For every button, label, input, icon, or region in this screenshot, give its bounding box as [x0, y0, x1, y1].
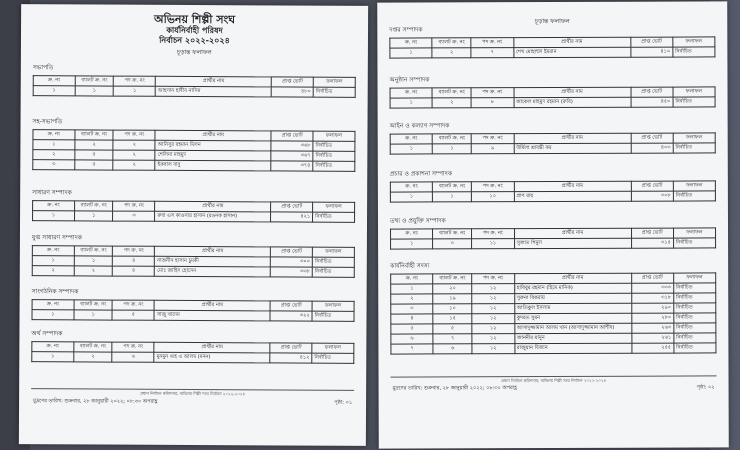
column-header: প্রার্থীর নাম: [514, 228, 631, 238]
column-header: পদ ক্র. নং: [471, 38, 513, 48]
section-title: সাংগঠনিক সম্পাদক: [31, 288, 79, 296]
ballot-cell: ১: [74, 310, 113, 320]
print-date: মুদ্রণের তারিখ: শুক্রবার, ২৮ জানুয়ারী ২০২২; ০৮:৩০ অপরাহ্ণ: [392, 385, 517, 392]
candidate-name-cell: মোঃ জাহিদ হোসেন: [155, 266, 271, 277]
candidate-name-cell: ইকবাল বাবু: [155, 160, 271, 171]
result-cell: নির্বাচিত: [673, 191, 715, 201]
serial-cell: ১: [390, 192, 432, 202]
column-header: ক্র. নং: [390, 88, 432, 98]
candidate-name-cell: আসাদুজ্জামান আলম খান (আসাদুজ্জামান আশীষ): [514, 323, 631, 333]
candidate-name-cell: হাবিবুর রহমান (হিমে মানিক): [514, 283, 631, 293]
result-cell: নির্বাচিত: [674, 343, 716, 353]
serial-cell: ১: [391, 284, 433, 294]
column-header: প্রাপ্ত ভোট: [631, 87, 673, 97]
section-executive-members: [390, 259, 716, 354]
result-cell: নির্বাচিত: [313, 212, 355, 222]
section-title: কার্যনির্বাহী সদস্য: [390, 262, 430, 270]
table-row: [390, 47, 715, 58]
column-header: প্রাপ্ত ভোট: [631, 228, 673, 238]
document-page-1: [19, 4, 368, 446]
votes-cell: ৪৫০: [631, 97, 673, 107]
post-cell: ২: [113, 160, 155, 170]
column-header: ফলাফল: [673, 273, 715, 283]
candidate-name-cell: সুরুনা বিকরায়: [514, 293, 631, 303]
ballot-cell: ৫: [75, 160, 114, 170]
votes-cell: ২৬১: [631, 333, 673, 343]
column-header: প্রার্থীর নাম: [513, 37, 630, 47]
footer-note: প্রধান নির্বাচন কমিশনার, অভিনয় শিল্পী সংঘ নির্বাচন ২০২২-২০২৪: [500, 377, 607, 384]
column-header: ব্যালট ক্র. নং: [74, 300, 113, 310]
votes-cell: ৩১৮: [631, 293, 673, 303]
column-header: প্রার্থীর নাম: [514, 87, 631, 97]
serial-cell: ১: [33, 140, 75, 150]
column-header: ফলাফল: [673, 181, 715, 191]
column-header: প্রাপ্ত ভোট: [270, 301, 312, 311]
column-header: ফলাফল: [313, 202, 355, 212]
candidate-name-cell: রাজুয়ান বিজান: [514, 343, 631, 353]
ballot-cell: ৩: [433, 239, 472, 249]
column-header: ক্র. নং: [33, 76, 75, 86]
ballot-cell: ১: [432, 144, 471, 154]
section-treasurer: [31, 328, 354, 364]
post-cell: ১১: [472, 239, 514, 249]
result-label: চূড়ান্ত ফলাফল: [176, 49, 212, 57]
section-title: প্রচার ও প্রকাশনা সম্পাদক: [389, 170, 453, 178]
result-cell: নির্বাচিত: [673, 238, 715, 248]
column-header: ব্যালট ক্র. নং: [433, 182, 472, 192]
column-header: প্রাপ্ত ভোট: [271, 131, 313, 141]
column-header: পদ ক্র. নং: [471, 134, 513, 144]
result-cell: নির্বাচিত: [673, 293, 715, 303]
result-cell: নির্বাচিত: [313, 161, 355, 171]
print-date: মুদ্রণের তারিখ: শুক্রবার, ২৮ জানুয়ারী ২০২২; ০৮:৩০ অপরাহ্ণ: [33, 398, 158, 405]
results-table: [390, 272, 716, 354]
results-table: [32, 129, 355, 172]
votes-cell: ২৬৩: [631, 323, 673, 333]
votes-cell: ৩৩৩: [631, 283, 673, 293]
votes-cell: ৩০০: [271, 257, 313, 267]
ballot-cell: ২: [432, 98, 471, 108]
serial-cell: ১: [390, 98, 432, 108]
column-header: ফলাফল: [312, 247, 354, 257]
column-header: প্রার্থীর নাম: [155, 246, 271, 257]
post-cell: ১: [114, 86, 156, 96]
result-cell: নির্বাচিত: [673, 283, 715, 293]
result-cell: নির্বাচিত: [312, 353, 354, 363]
post-cell: ৪: [113, 266, 155, 276]
ballot-cell: ২: [74, 266, 113, 276]
serial-cell: ২: [391, 294, 433, 304]
section-organizing-secretary: [31, 286, 354, 322]
column-header: ব্যালট ক্র. নং: [74, 246, 113, 256]
results-table: [32, 200, 355, 223]
ballot-cell: ১৫: [433, 314, 472, 324]
votes-cell: ২৯০: [631, 303, 673, 313]
column-header: ফলাফল: [312, 301, 354, 311]
result-cell: নির্বাচিত: [312, 257, 354, 267]
election-title: নির্বাচন ২০২২-২০২৪: [159, 35, 230, 45]
column-header: প্রার্থীর নাম: [514, 181, 631, 191]
column-header: পদ ক্র. নং: [113, 201, 155, 211]
column-header: ক্র. নং: [390, 134, 432, 144]
results-table: [390, 132, 716, 154]
votes-cell: ৩৬৮: [271, 141, 313, 151]
votes-cell: ৪৮০: [271, 87, 313, 97]
serial-cell: ৫: [391, 324, 433, 334]
column-header: ক্র. নং: [391, 229, 433, 239]
votes-cell: ৪১০: [630, 47, 672, 57]
result-cell: নির্বাচিত: [673, 143, 715, 153]
column-header: পদ ক্র. নং: [472, 182, 514, 192]
candidate-name-cell: আনিসুর রহমান মিলন: [155, 140, 271, 151]
section-title: সাধারণ সম্পাদক: [32, 189, 72, 197]
votes-cell: ২৫৫: [631, 343, 673, 353]
candidate-name-cell: রুবা এস কাওসার হাসান (রওনক হাসান): [155, 211, 271, 222]
page-number: পৃষ্ঠা: ০১: [334, 399, 353, 406]
section-office-secretary: [389, 23, 715, 58]
ballot-cell: ২: [74, 352, 113, 362]
column-header: প্রার্থীর নাম: [514, 133, 631, 143]
serial-cell: ১: [32, 352, 74, 362]
column-header: পদ ক্র. নং: [114, 76, 156, 86]
column-header: ক্র. নং: [32, 300, 74, 310]
serial-cell: ১: [390, 48, 432, 58]
council-subtitle: কার্যনির্বাহী পরিষদ: [166, 26, 223, 36]
column-header: ফলাফল: [313, 77, 355, 87]
post-cell: ৯: [471, 144, 513, 154]
table-row: [32, 310, 354, 322]
result-label: চূড়ান্ত ফলাফল: [534, 17, 570, 26]
serial-cell: ৬: [391, 334, 433, 344]
candidate-name-cell: শেখ মোহাম্মদ ইমরান: [513, 47, 630, 57]
column-header: প্রার্থীর নাম: [156, 76, 272, 87]
post-cell: ১২: [472, 284, 514, 294]
serial-cell: ১: [390, 144, 432, 154]
post-cell: ১২: [472, 294, 514, 304]
results-table: [32, 245, 355, 278]
results-table: [31, 299, 354, 322]
ballot-cell: ১: [433, 192, 472, 202]
votes-cell: ৩২২: [270, 311, 312, 321]
section-title: অনুষ্ঠান সম্পাদক: [389, 76, 430, 84]
post-cell: ১২: [472, 344, 514, 354]
serial-cell: ৪: [391, 314, 433, 324]
candidate-name-cell: শেলিনা মাহমুদ: [155, 150, 271, 161]
section-title: যুগ্ম সাধারণ সম্পাদক: [31, 234, 82, 242]
result-cell: নির্বাচিত: [313, 151, 355, 161]
column-header: ব্যালট ক্র. নং: [75, 76, 114, 86]
post-cell: ১২: [472, 334, 514, 344]
ballot-cell: ৫: [75, 150, 114, 160]
result-cell: নির্বাচিত: [674, 303, 716, 313]
candidate-name-cell: আতিকুল ইসলাম: [514, 303, 631, 313]
section-title: দপ্তর সম্পাদক: [389, 26, 423, 34]
table-row: [390, 143, 715, 154]
section-joint-secretary: [32, 232, 355, 278]
result-cell: নির্বাচিত: [674, 313, 716, 323]
candidate-name-cell: নাজনীন হাসান চুমকী: [155, 256, 271, 267]
column-header: ব্যালট ক্র. নং: [432, 38, 471, 48]
result-cell: নির্বাচিত: [312, 311, 354, 321]
section-general-secretary: [32, 187, 355, 223]
table-row: [32, 266, 354, 278]
column-header: প্রাপ্ত ভোট: [631, 181, 673, 191]
results-table: [390, 180, 716, 202]
ballot-cell: ১০: [433, 304, 472, 314]
column-header: ফলাফল: [673, 37, 715, 47]
column-header: প্রার্থীর নাম: [155, 130, 271, 141]
post-cell: ১২: [472, 324, 514, 334]
column-header: প্রার্থীর নাম: [154, 342, 270, 353]
candidate-name-cell: সাজু খাদেম: [154, 310, 270, 321]
post-cell: ৩: [113, 211, 155, 221]
candidate-name-cell: উর্মিলা শ্রাবন্তী কর: [514, 143, 631, 153]
ballot-cell: ১: [74, 256, 113, 266]
post-cell: ৭: [471, 48, 513, 58]
table-row: [32, 352, 354, 364]
post-cell: ১০: [472, 192, 514, 202]
section-president: [33, 62, 356, 98]
column-header: ব্যালট ক্র. নং: [74, 342, 113, 352]
result-cell: নির্বাচিত: [674, 323, 716, 333]
table-row: [391, 343, 716, 354]
table-row: [390, 97, 715, 108]
column-header: পদ ক্র. নং: [472, 229, 514, 239]
serial-cell: ২: [32, 266, 74, 276]
candidate-name-cell: প্রাণ রায়: [514, 191, 631, 201]
column-header: ক্র. নং: [391, 274, 433, 284]
column-header: ব্যালট ক্র. নং: [433, 229, 472, 239]
result-cell: নির্বাচিত: [313, 141, 355, 151]
column-header: প্রাপ্ত ভোট: [271, 77, 313, 87]
serial-cell: ৭: [391, 344, 433, 354]
column-header: ফলাফল: [673, 87, 715, 97]
candidate-name-cell: কুদরত সুমন: [514, 313, 631, 323]
document-page-2: [377, 1, 729, 448]
section-publicity-secretary: [390, 167, 716, 202]
column-header: পদ ক্র. নং: [472, 274, 514, 284]
column-header: প্রার্থীর নাম: [154, 300, 270, 311]
candidate-name-cell: মুনমুন গুহ এ আলম (মনন): [154, 352, 270, 363]
serial-cell: ২: [33, 150, 75, 160]
post-cell: ১২: [472, 314, 514, 324]
ballot-cell: ২০: [433, 284, 472, 294]
column-header: প্রাপ্ত ভোট: [271, 202, 313, 212]
section-law-welfare-secretary: [390, 119, 716, 154]
post-cell: ৪: [113, 256, 155, 266]
table-row: [390, 191, 715, 202]
candidate-name-cell: জাননীর মানুন: [514, 333, 631, 343]
votes-cell: ৪১২: [270, 353, 312, 363]
candidate-name-cell: আহসান হাবীব নাসিম: [156, 86, 272, 97]
column-header: ফলাফল: [673, 228, 715, 238]
serial-cell: ১: [33, 86, 75, 96]
column-header: ক্র. নং: [390, 38, 432, 48]
section-it-secretary: [390, 214, 716, 249]
table-row: [33, 160, 355, 172]
column-header: ব্যালট ক্র. নং: [74, 201, 113, 211]
column-header: প্রাপ্ত ভোট: [271, 247, 313, 257]
column-header: প্রাপ্ত ভোট: [270, 343, 312, 353]
column-header: ব্যালট ক্র. নং: [75, 130, 114, 140]
column-header: ক্র. নং: [390, 182, 432, 192]
column-header: পদ ক্র. নং: [113, 300, 155, 310]
column-header: প্রার্থীর নাম: [514, 273, 631, 283]
ballot-cell: ৬: [433, 344, 472, 354]
results-table: [31, 341, 354, 364]
table-row: [33, 211, 355, 223]
result-cell: নির্বাচিত: [312, 267, 354, 277]
serial-cell: ৩: [391, 304, 433, 314]
results-table: [389, 36, 715, 58]
column-header: ক্র. নং: [32, 342, 74, 352]
post-cell: ২: [113, 140, 155, 150]
column-header: ব্যালট ক্র. নং: [432, 134, 471, 144]
ballot-cell: ২: [432, 48, 471, 58]
section-vice-president: [32, 116, 355, 172]
ballot-cell: ১৯: [433, 294, 472, 304]
section-title: আইন ও কল্যাণ সম্পাদক: [389, 122, 450, 130]
votes-cell: ৩৩৮: [270, 267, 312, 277]
result-cell: নির্বাচিত: [674, 333, 716, 343]
serial-cell: ৩: [33, 160, 75, 170]
results-table: [390, 86, 716, 108]
ballot-cell: ১: [75, 86, 114, 96]
table-row: [391, 238, 716, 249]
column-header: ফলাফল: [313, 131, 355, 141]
result-cell: নির্বাচিত: [673, 97, 715, 107]
serial-cell: ১: [33, 211, 75, 221]
ballot-cell: ১: [74, 211, 113, 221]
votes-cell: ৪২১: [271, 212, 313, 222]
post-cell: ৬: [112, 352, 154, 362]
page-number: পৃষ্ঠা: ০২: [696, 384, 715, 391]
print-date-row: [393, 384, 715, 393]
results-table: [390, 227, 716, 249]
serial-cell: ১: [32, 310, 74, 320]
column-header: প্রার্থীর নাম: [155, 201, 271, 212]
ballot-cell: ৭: [433, 334, 472, 344]
column-header: ক্র. নং: [32, 246, 74, 256]
votes-cell: ৩৬৭: [271, 151, 313, 161]
table-row: [33, 86, 355, 98]
footer-note: প্রধান নির্বাচন কমিশনার, অভিনয় শিল্পী সংঘ নির্বাচন ২০২২-২০২৪: [140, 390, 246, 397]
column-header: প্রাপ্ত ভোট: [631, 273, 673, 283]
section-title: অর্থ সম্পাদক: [31, 330, 63, 338]
column-header: পদ ক্র. নং: [113, 130, 155, 140]
column-header: পদ ক্র. নং: [112, 342, 154, 352]
post-cell: ১২: [472, 304, 514, 314]
ballot-cell: ২: [75, 140, 114, 150]
post-cell: ৮: [471, 98, 513, 108]
column-header: প্রাপ্ত ভোট: [631, 133, 673, 143]
votes-cell: ৩০৮: [631, 191, 673, 201]
candidate-name-cell: জাকেল মাহমুদ রহমান (রুবি): [514, 97, 631, 107]
column-header: ফলাফল: [673, 133, 715, 143]
column-header: ব্যালট ক্র. নং: [433, 274, 472, 284]
print-date-row: [33, 398, 352, 408]
column-header: ব্যালট ক্র. নং: [432, 88, 471, 98]
votes-cell: ৩৭৪: [271, 161, 313, 171]
section-title: তথ্য ও প্রযুক্তি সম্পাদক: [389, 217, 446, 225]
votes-cell: ২৮০: [631, 313, 673, 323]
column-header: ফলাফল: [312, 343, 354, 353]
result-cell: নির্বাচিত: [313, 87, 355, 97]
post-cell: ২: [113, 150, 155, 160]
votes-cell: ৩১৫: [631, 238, 673, 248]
section-title: সভাপতি: [32, 64, 54, 72]
votes-cell: ৪০৩: [631, 143, 673, 153]
column-header: ক্র. নং: [33, 201, 75, 211]
section-title: সহ-সভাপতি: [32, 118, 63, 126]
org-title: অভিনয় শিল্পী সংঘ: [154, 12, 236, 27]
post-cell: ৫: [112, 310, 154, 320]
section-event-secretary: [389, 73, 715, 108]
results-table: [33, 75, 356, 98]
serial-cell: ১: [32, 256, 74, 266]
column-header: ক্র. নং: [33, 130, 75, 140]
serial-cell: ১: [391, 239, 433, 249]
document-header: [21, 12, 368, 46]
result-cell: নির্বাচিত: [673, 47, 715, 57]
column-header: পদ ক্র. নং: [113, 246, 155, 256]
ballot-cell: ৫: [433, 324, 472, 334]
candidate-name-cell: সুজাত শিমুল: [514, 238, 631, 248]
column-header: প্রাপ্ত ভোট: [630, 37, 672, 47]
column-header: পদ ক্র. নং: [471, 88, 513, 98]
